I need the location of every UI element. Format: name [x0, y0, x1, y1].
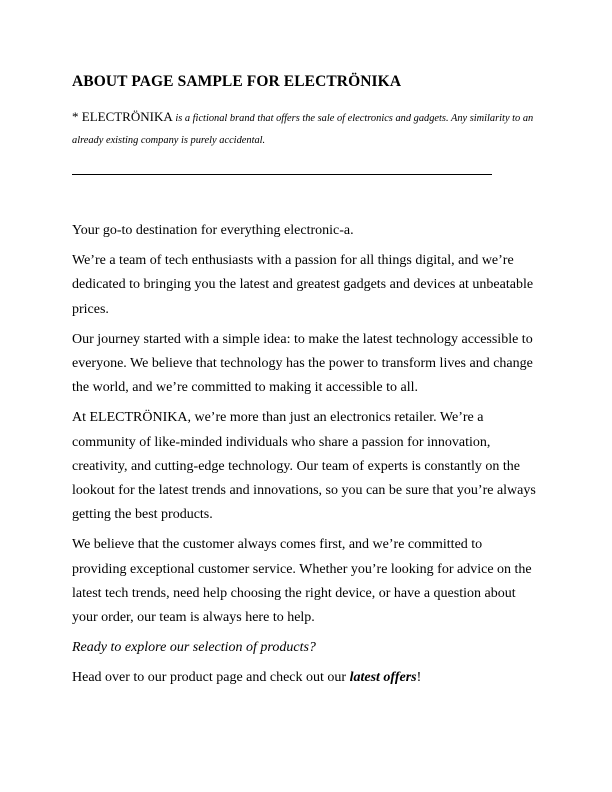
body-content	[72, 219, 540, 697]
latest-offers-emphasis: latest offers	[349, 670, 417, 686]
paragraph-community: At ELECTRÖNIKA, we’re more than just an electronics retailer. We’re a community of like-minded individuals who share a passion for innovation, creativity, and cutting-edge technology. Our team of experts is constantly on the lookout for the latest trends and innovations, so you can be sure that you’re always getting the best products.	[72, 410, 536, 523]
disclaimer-text: is a fictional brand that offers the sale of electronics and gadgets. Any similarity to an already existing company is purely accidental.	[72, 113, 534, 146]
paragraph-journey: Our journey started with a simple idea: to make the latest technology accessible to everyone. We believe that technology has the power to transform lives and change the world, and we’re committed to making it accessible to all.	[72, 331, 533, 396]
disclaimer-marker: *	[72, 109, 82, 124]
closing-prefix: Head over to our product page and check out our	[72, 670, 350, 686]
disclaimer-brand: ELECTRÖNIKA	[81, 109, 173, 124]
closing-suffix: !	[416, 670, 422, 686]
disclaimer-note	[72, 106, 542, 152]
page-title: ABOUT PAGE SAMPLE FOR ELECTRÖNIKA	[72, 73, 402, 90]
paragraph-customer: We believe that the customer always comes first, and we’re committed to providing exceptional customer service. Whether you’re looking for advice on the latest tech trends, need help choosing the right device, or have a question about your order, our team is always here to help.	[72, 537, 532, 626]
paragraph-team: We’re a team of tech enthusiasts with a passion for all things digital, and we’re dedicated to bringing you the latest and greatest gadgets and devices at unbeatable prices.	[72, 253, 534, 317]
paragraph-intro: Your go-to destination for everything electronic-a.	[72, 223, 354, 238]
closing-line	[72, 666, 540, 690]
cta-question: Ready to explore our selection of products?	[72, 640, 316, 656]
horizontal-divider	[72, 174, 492, 175]
